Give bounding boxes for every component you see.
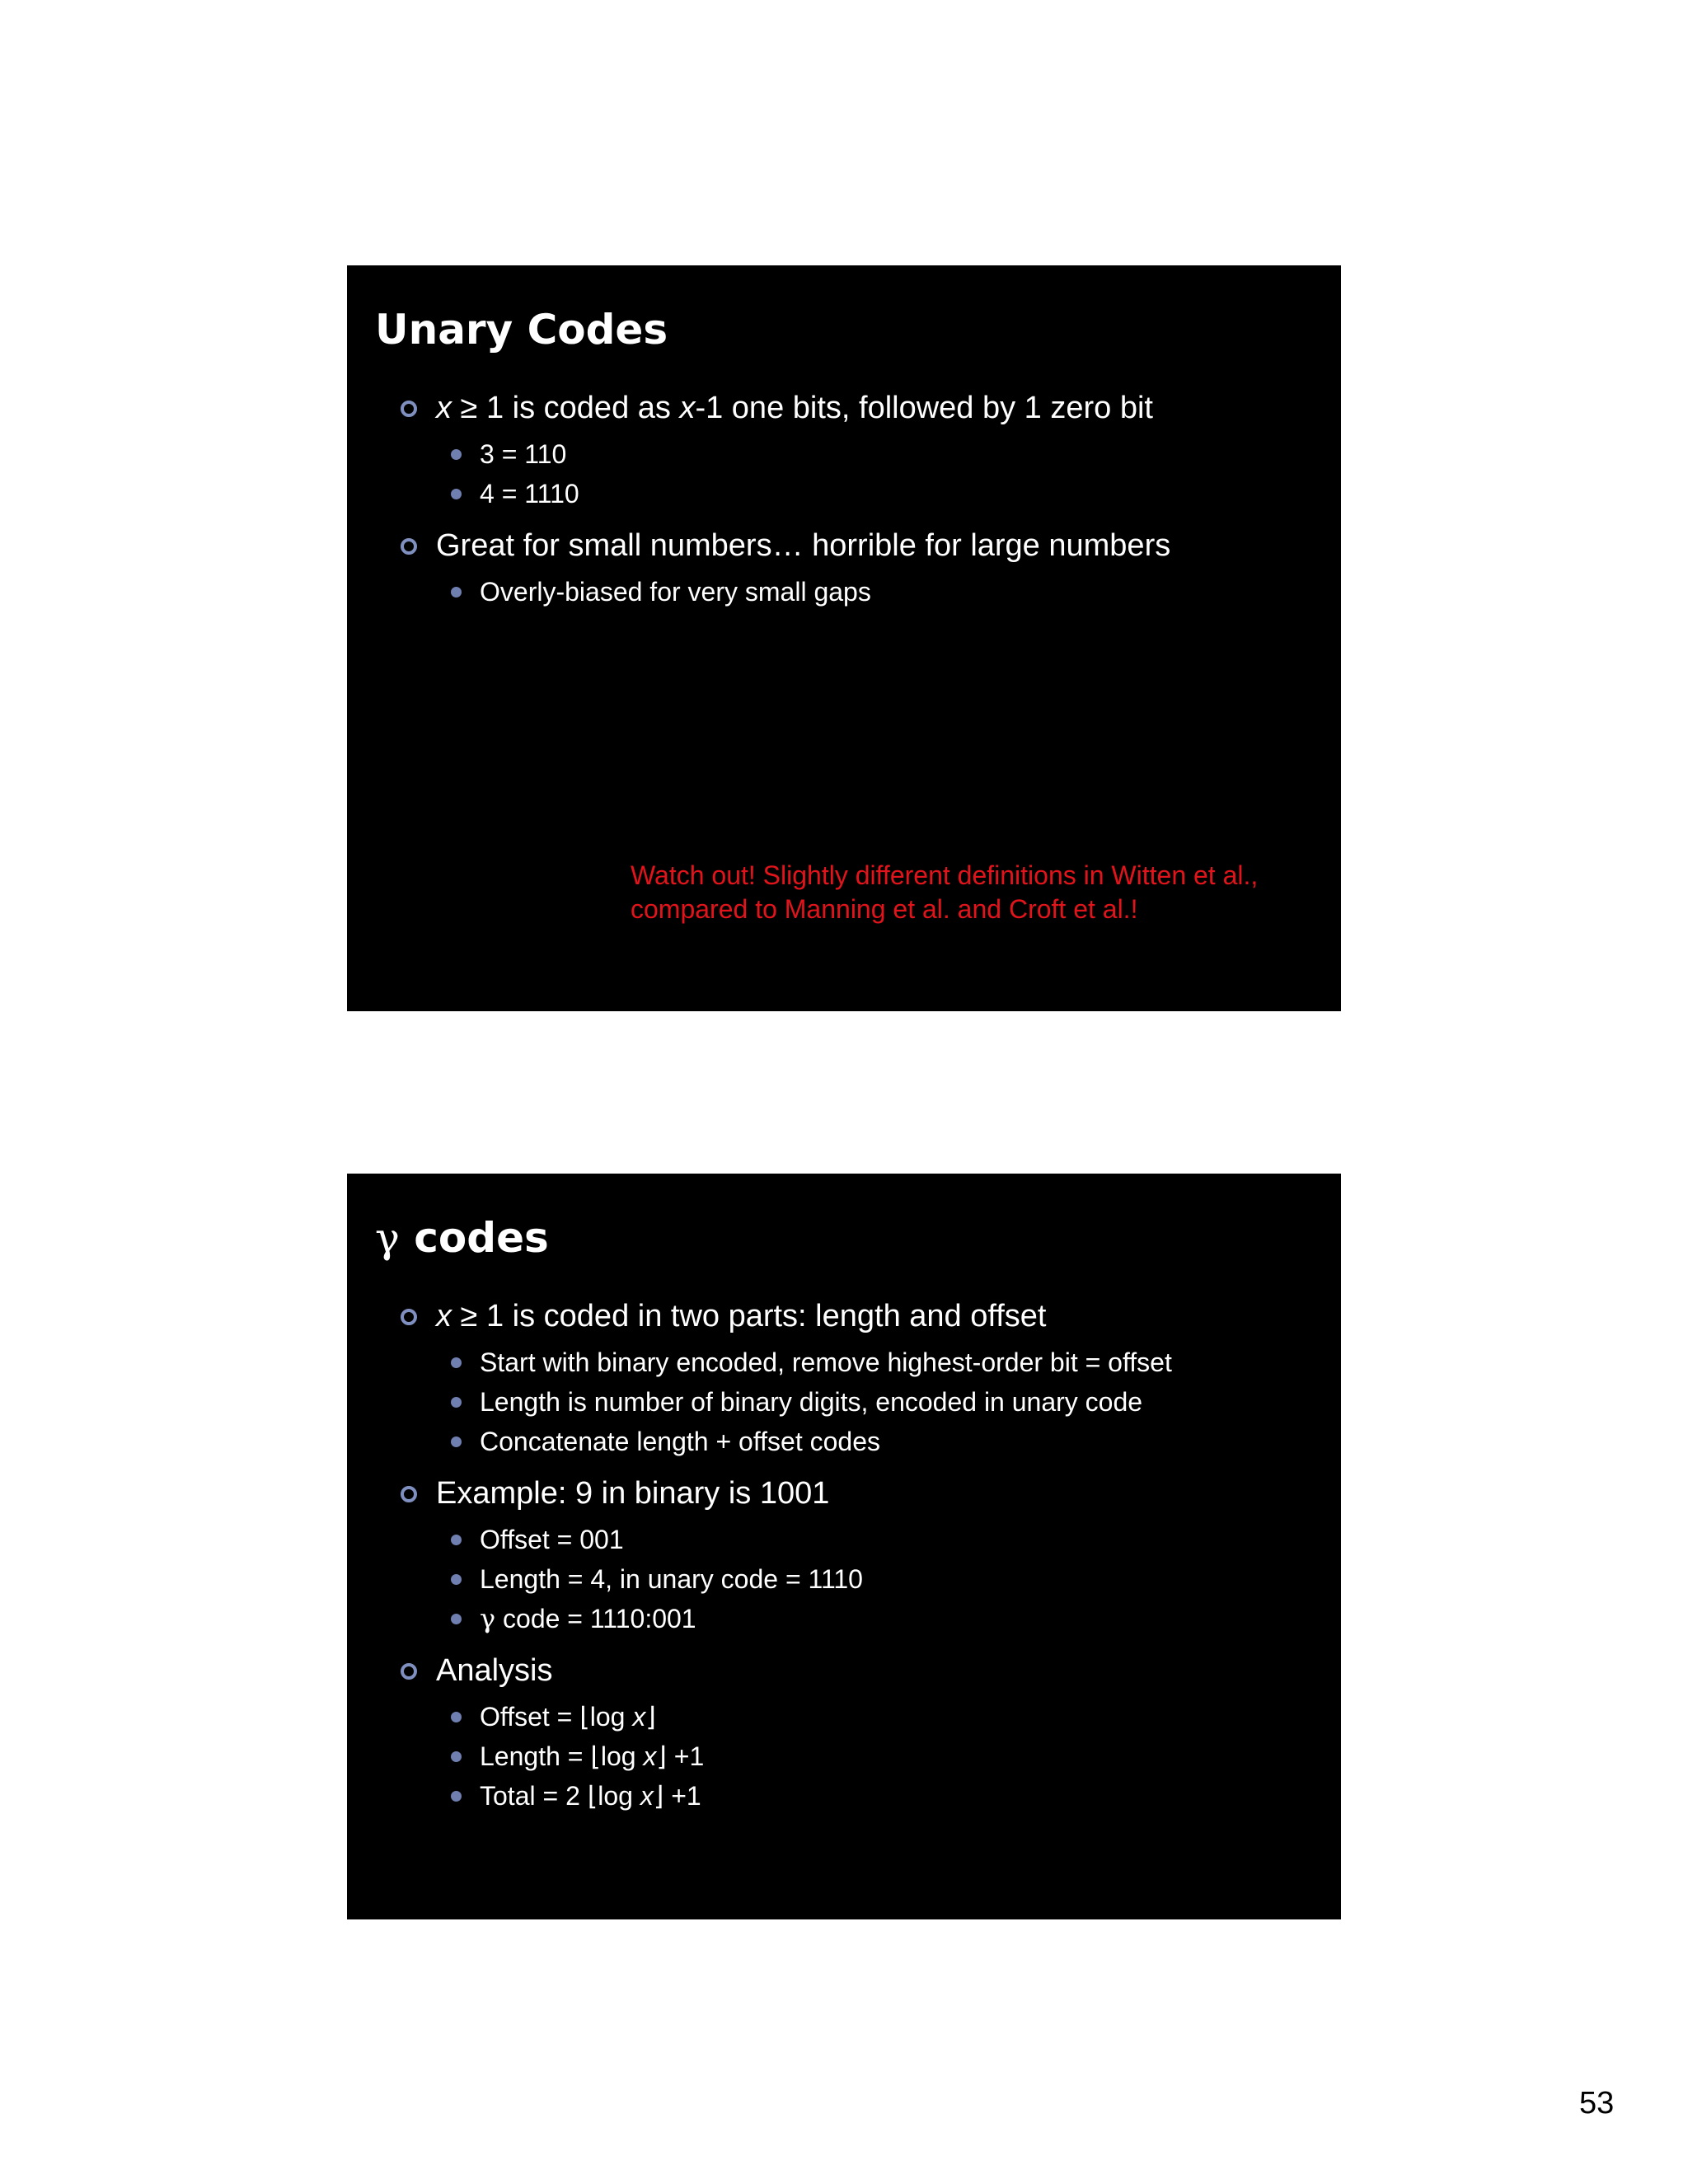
sub-bullet-text: Length = 4, in unary code = 1110 <box>480 1564 863 1594</box>
dot-bullet-icon <box>451 1357 462 1368</box>
dot-bullet-icon <box>451 1614 462 1624</box>
slide-title-text: codes <box>399 1214 549 1262</box>
dot-bullet-icon <box>451 1791 462 1802</box>
warning-line: compared to Manning et al. and Croft et al.! <box>631 894 1138 924</box>
ring-bullet-icon <box>401 538 417 555</box>
ring-bullet-icon <box>401 401 417 417</box>
bullet-unary-definition <box>436 389 1153 427</box>
slide-gamma-codes <box>347 1174 1341 1919</box>
dot-bullet-icon <box>451 587 462 598</box>
sub-bullet-concatenate <box>480 1425 880 1458</box>
gamma-symbol: γ <box>375 1214 400 1262</box>
variable-x: x <box>632 1702 646 1732</box>
slide-title: Unary Codes <box>375 306 668 354</box>
bullet-example <box>436 1474 829 1512</box>
sub-bullet-example-4 <box>480 477 579 510</box>
bullet-great-for-small <box>436 527 1170 565</box>
dot-bullet-icon <box>451 1397 462 1408</box>
gamma-symbol: γ <box>480 1603 496 1634</box>
formula-text: Total = 2 ⌊log <box>480 1781 640 1811</box>
sub-bullet-text: Start with binary encoded, remove highest-order bit = offset <box>480 1347 1172 1377</box>
slide-unary-codes <box>347 265 1341 1011</box>
formula-total <box>480 1779 701 1812</box>
sub-bullet-example-3 <box>480 438 566 471</box>
dot-bullet-icon <box>451 1535 462 1545</box>
sub-bullet-offset-value <box>480 1523 624 1556</box>
sub-bullet-text: 4 = 1110 <box>480 479 579 509</box>
sub-bullet-text: Offset = 001 <box>480 1525 624 1554</box>
formula-text: Length = ⌊log <box>480 1741 644 1771</box>
variable-x: x <box>643 1741 657 1771</box>
bullet-text: Great for small numbers… horrible for large numbers <box>436 528 1171 563</box>
formula-offset <box>480 1700 656 1733</box>
formula-text: Offset = ⌊log <box>480 1702 633 1732</box>
bullet-text-tail: -1 one bits, followed by 1 zero bit <box>695 391 1153 425</box>
ring-bullet-icon <box>401 1309 417 1325</box>
variable-x: x <box>436 391 452 425</box>
sub-bullet-text: code = 1110:001 <box>495 1604 696 1633</box>
sub-bullet-offset-rule <box>480 1346 1172 1379</box>
bullet-analysis <box>436 1652 553 1690</box>
variable-x: x <box>679 391 696 425</box>
sub-bullet-length-rule <box>480 1385 1142 1418</box>
bullet-text: ≥ 1 is coded as <box>452 391 680 425</box>
bullet-gamma-definition <box>436 1297 1046 1335</box>
sub-bullet-overly-biased <box>480 575 871 608</box>
formula-length <box>480 1740 704 1773</box>
slide-title <box>375 1213 549 1263</box>
bullet-text: ≥ 1 is coded in two parts: length and offset <box>452 1299 1047 1333</box>
dot-bullet-icon <box>451 1751 462 1762</box>
dot-bullet-icon <box>451 1574 462 1585</box>
bullet-text: Example: 9 in binary is 1001 <box>436 1476 830 1511</box>
sub-bullet-text: 3 = 110 <box>480 439 567 469</box>
variable-x: x <box>436 1299 452 1333</box>
formula-text-tail: ⌋ +1 <box>653 1781 701 1811</box>
dot-bullet-icon <box>451 449 462 460</box>
ring-bullet-icon <box>401 1663 417 1680</box>
variable-x: x <box>640 1781 654 1811</box>
sub-bullet-gamma-code-value <box>480 1602 696 1635</box>
bullet-text: Analysis <box>436 1653 553 1688</box>
formula-text-tail: ⌋ <box>645 1702 656 1732</box>
formula-text-tail: ⌋ +1 <box>656 1741 705 1771</box>
warning-line: Watch out! Slightly different definitions in Witten et al., <box>631 860 1259 890</box>
sub-bullet-text: Concatenate length + offset codes <box>480 1427 880 1456</box>
ring-bullet-icon <box>401 1486 417 1502</box>
dot-bullet-icon <box>451 489 462 499</box>
sub-bullet-text: Overly-biased for very small gaps <box>480 577 871 607</box>
sub-bullet-length-value <box>480 1563 863 1596</box>
dot-bullet-icon <box>451 1436 462 1447</box>
warning-note <box>631 859 1258 926</box>
dot-bullet-icon <box>451 1712 462 1722</box>
sub-bullet-text: Length is number of binary digits, encoded in unary code <box>480 1387 1143 1417</box>
page-number: 53 <box>1579 2086 1615 2121</box>
